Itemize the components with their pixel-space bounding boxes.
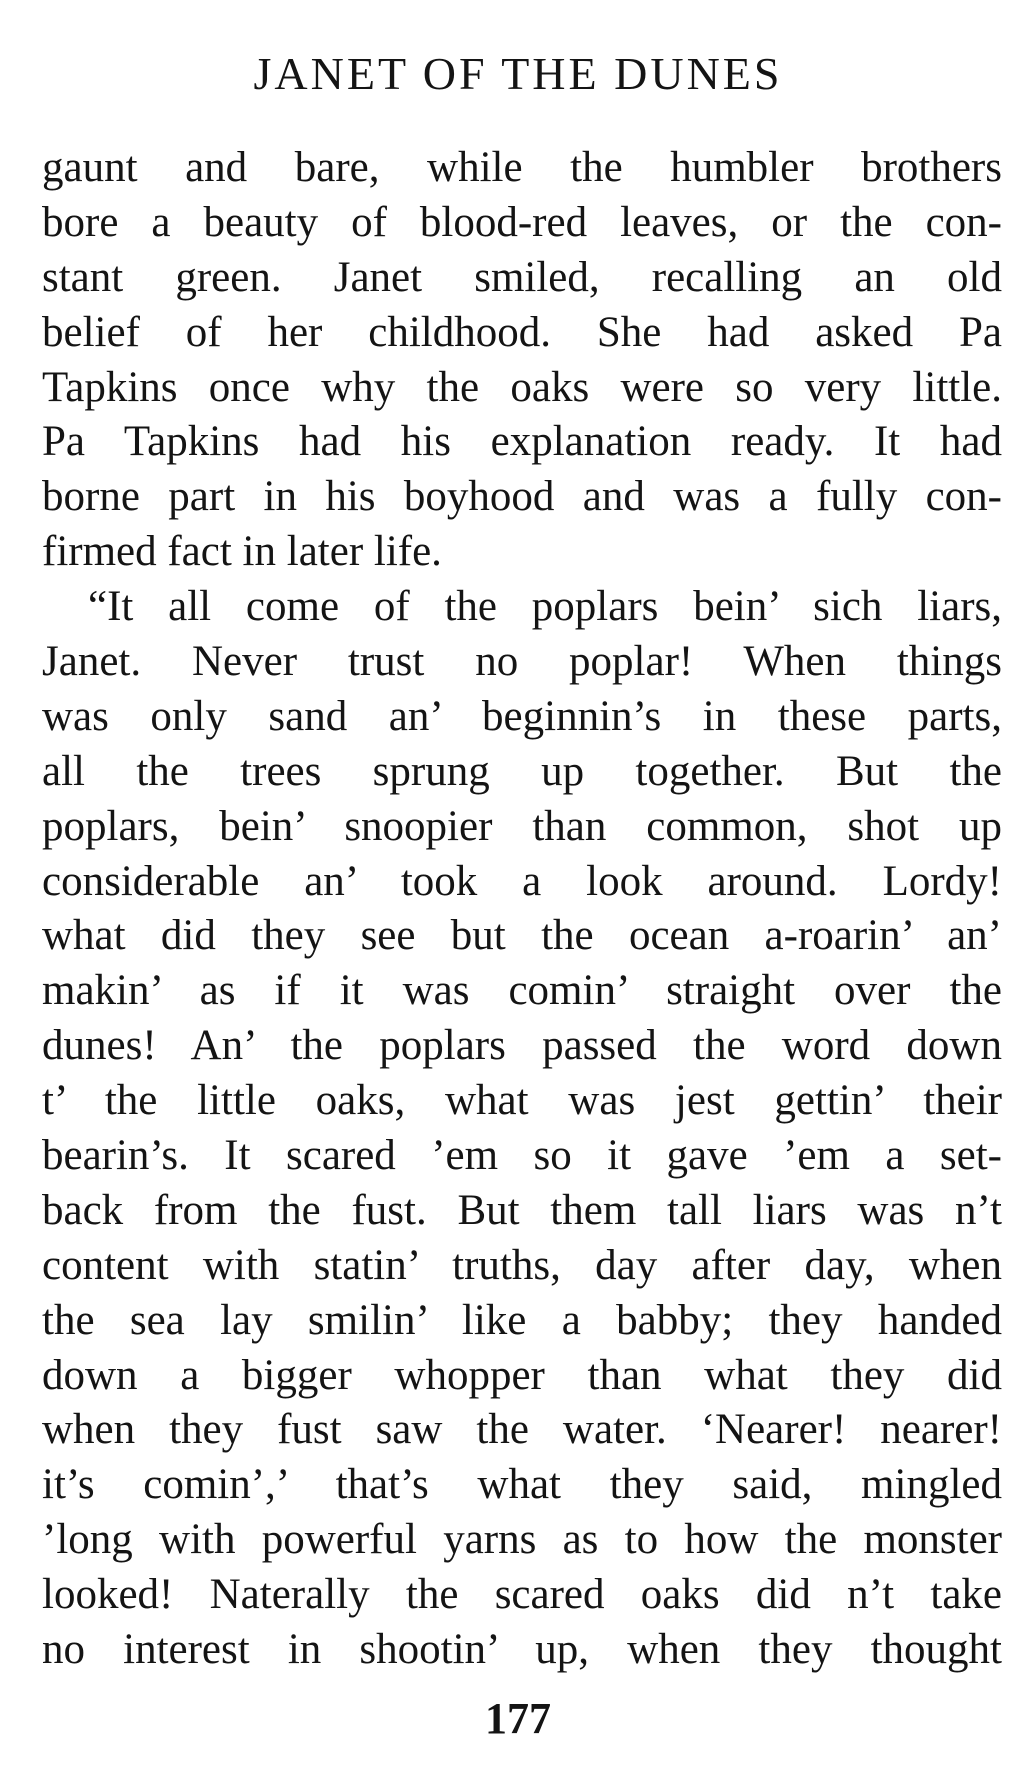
text-line: no interest in shootin’ up, when they thought xyxy=(42,1626,1002,1674)
text-line: belief of her childhood. She had asked Pa xyxy=(42,308,1002,356)
text-line: down a bigger whopper than what they did xyxy=(42,1351,1002,1399)
text-line: content with statin’ truths, day after day, when xyxy=(42,1241,1002,1289)
text-line: stant green. Janet smiled, recalling an old xyxy=(42,253,1002,301)
text-line: Tapkins once why the oaks were so very little. xyxy=(42,363,1002,411)
body-text xyxy=(42,141,1002,1678)
running-title: JANET OF THE DUNES xyxy=(253,48,783,99)
text-line: ’long with powerful yarns as to how the monster xyxy=(42,1516,1002,1564)
text-line: was only sand an’ beginnin’s in these parts, xyxy=(42,692,1002,740)
text-line: bearin’s. It scared ’em so it gave ’em a set- xyxy=(42,1132,1002,1180)
text-line: Pa Tapkins had his explanation ready. It had xyxy=(42,418,1002,466)
text-line: makin’ as if it was comin’ straight over the xyxy=(42,967,1002,1015)
text-line: borne part in his boyhood and was a fully con- xyxy=(42,473,1002,521)
page-number: 177 xyxy=(485,1694,551,1743)
text-line: gaunt and bare, while the humbler brothers xyxy=(42,144,1002,191)
text-line: t’ the little oaks, what was jest gettin’ their xyxy=(42,1077,1002,1125)
text-line: when they fust saw the water. ‘Nearer! nearer! xyxy=(42,1406,1002,1454)
text-line: looked! Naterally the scared oaks did n’t take xyxy=(42,1571,1002,1619)
text-line: back from the fust. But them tall liars was n’t xyxy=(42,1186,1002,1234)
text-line: poplars, bein’ snoopier than common, shot up xyxy=(42,802,1002,850)
paragraph-end-line: firmed fact in later life. xyxy=(42,528,442,576)
text-line: dunes! An’ the poplars passed the word down xyxy=(42,1022,1002,1070)
text-line: considerable an’ took a look around. Lordy! xyxy=(42,857,1002,905)
text-line: bore a beauty of blood-red leaves, or the con- xyxy=(42,198,1002,246)
paragraph-start-line: “It all come of the poplars bein’ sich liars, xyxy=(88,583,1002,631)
text-line: it’s comin’,’ that’s what they said, mingled xyxy=(42,1461,1002,1509)
text-line: all the trees sprung up together. But the xyxy=(42,747,1002,795)
text-line: what did they see but the ocean a-roarin’ an’ xyxy=(42,912,1002,960)
text-line: the sea lay smilin’ like a babby; they handed xyxy=(42,1296,1002,1344)
text-line: Janet. Never trust no poplar! When things xyxy=(42,638,1002,686)
